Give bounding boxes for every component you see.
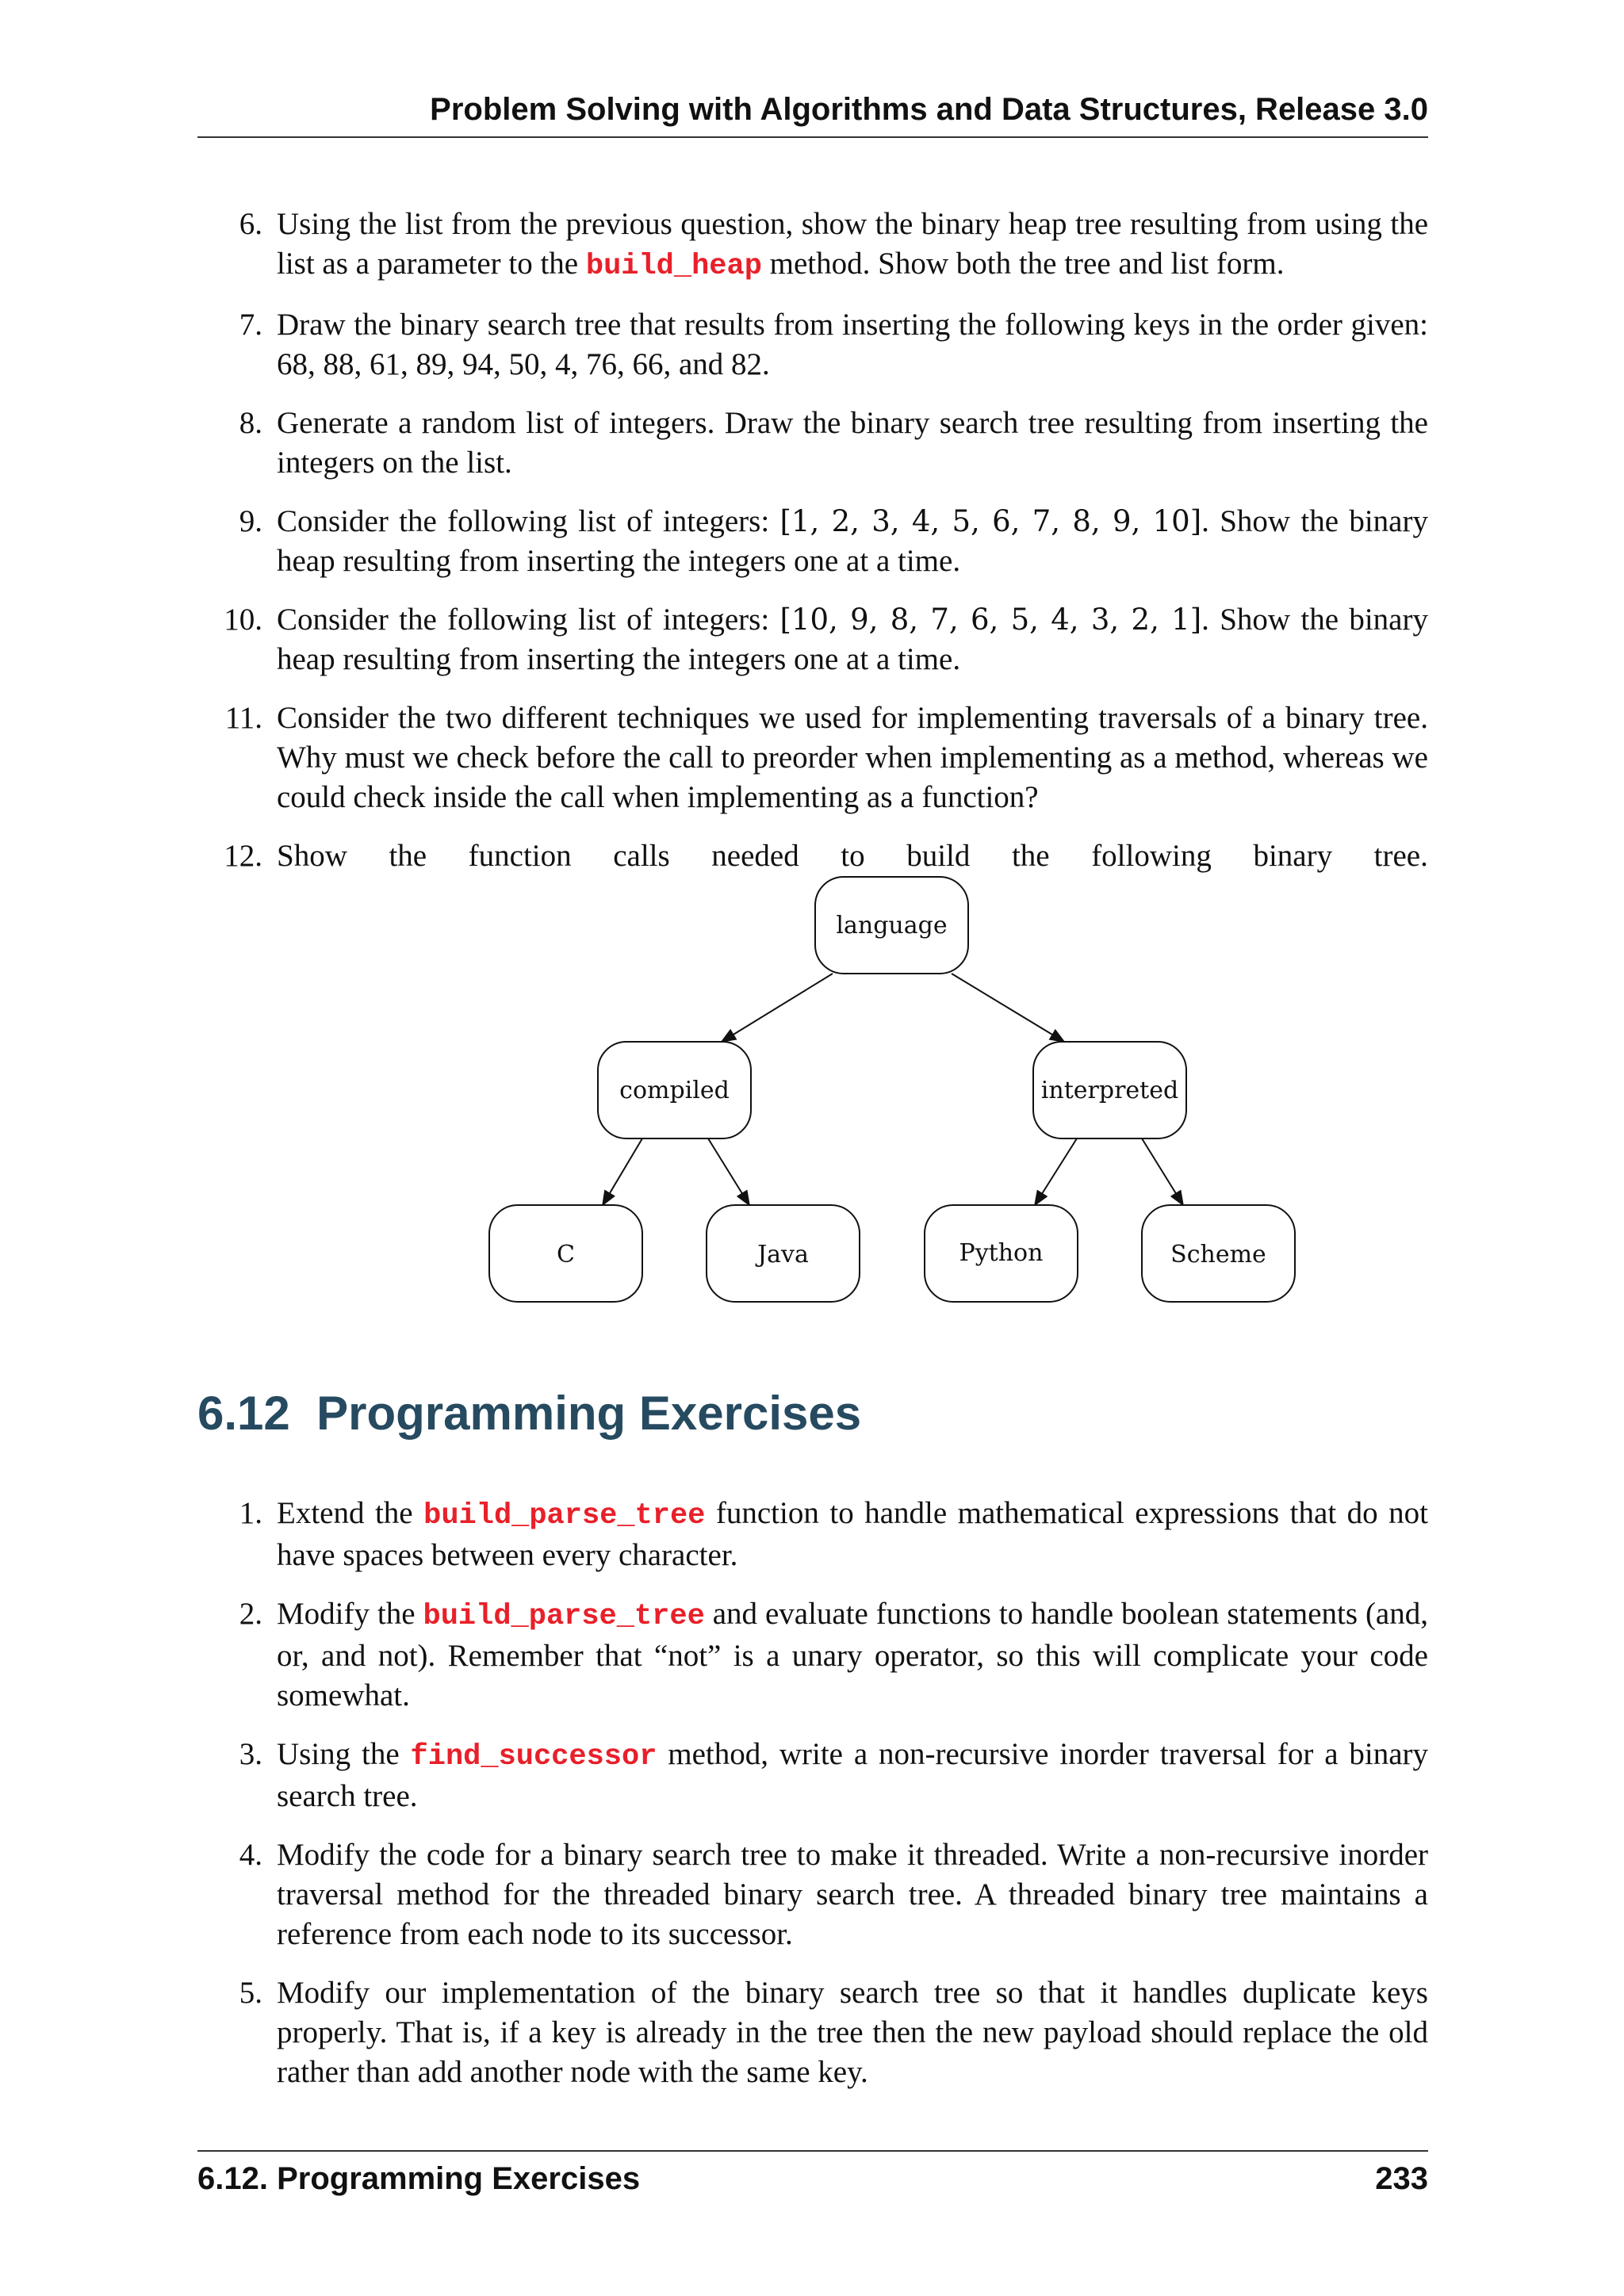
math-list: [10, 9, 8, 7, 6, 5, 4, 3, 2, 1] <box>779 603 1202 637</box>
tree-node-scheme <box>1142 1205 1295 1302</box>
code-build-parse-tree: build_parse_tree <box>423 1600 705 1633</box>
footer-rule <box>197 2150 1428 2152</box>
code-build-parse-tree: build_parse_tree <box>423 1499 706 1533</box>
list-item: 8. Generate a random list of integers. Draw the binary search tree resulting from inserting the integers on the list. <box>197 404 1428 483</box>
svg-text:language: language <box>836 912 948 939</box>
item-number: 3. <box>239 1737 262 1771</box>
item-number: 10. <box>224 603 262 637</box>
list-item: 3. Using the find_successor method, write a non-recursive inorder traversal for a binary search tree. <box>197 1735 1428 1816</box>
edge-compiled-c <box>603 1138 642 1205</box>
tree-node-c <box>489 1205 642 1302</box>
footer-section-label: 6.12. Programming Exercises <box>197 2161 641 2196</box>
section-number: 6.12 <box>197 1387 290 1440</box>
code-build-heap: build_heap <box>585 250 762 283</box>
list-item: 7. Draw the binary search tree that results from inserting the following keys in the order given: 68, 88, 61, 89, 94, 50, 4, 76, 66, and 82. <box>197 305 1428 385</box>
page-number: 233 <box>1375 2161 1428 2196</box>
tree-node-compiled <box>598 1042 751 1138</box>
item-number: 9. <box>239 504 262 538</box>
item-number: 4. <box>239 1838 262 1872</box>
tree-node-interpreted <box>1033 1042 1186 1138</box>
edge-language-compiled <box>722 974 833 1042</box>
edge-interpreted-python <box>1035 1138 1077 1205</box>
list-item: 2. Modify the build_parse_tree and evaluate functions to handle boolean statements (and, or, and not). Remember that “not” is a unary operator, so this will complicate your code somewhat. <box>197 1594 1428 1716</box>
svg-text:interpreted: interpreted <box>1040 1077 1179 1104</box>
running-header: Problem Solving with Algorithms and Data Structures, Release 3.0 <box>430 92 1428 127</box>
edge-interpreted-scheme <box>1142 1138 1183 1205</box>
item-number: 2. <box>239 1597 262 1631</box>
programming-exercises-list <box>197 1494 1428 2111</box>
edge-compiled-java <box>708 1138 749 1205</box>
list-item: 10. Consider the following list of integers: [10, 9, 8, 7, 6, 5, 4, 3, 2, 1]. Show the binary heap resulting from inserting the integers one at a time. <box>197 600 1428 679</box>
list-item: 6. Using the list from the previous question, show the binary heap tree resulting from using the list as a parameter to the build_heap method. Show both the tree and list form. <box>197 205 1428 286</box>
justified-line: Show the function calls needed to build the following binary tree. <box>277 839 1428 873</box>
list-item: 4. Modify the code for a binary search tree to make it threaded. Write a non-recursive inorder traversal method for the threaded binary search tree. A threaded binary tree maintains a reference from each node to its successor. <box>197 1835 1428 1954</box>
tree-node-java <box>707 1205 860 1302</box>
math-list: [1, 2, 3, 4, 5, 6, 7, 8, 9, 10] <box>779 504 1202 538</box>
item-number: 12. <box>224 839 262 873</box>
list-item: 5. Modify our implementation of the binary search tree so that it handles duplicate keys properly. That is, if a key is already in the tree then the new payload should replace the old rather than add another node with the same key. <box>197 1973 1428 2092</box>
svg-text:compiled: compiled <box>619 1077 730 1104</box>
item-number: 8. <box>239 406 262 440</box>
code-find-successor: find_successor <box>410 1740 657 1774</box>
item-number: 6. <box>239 207 262 241</box>
list-item: 9. Consider the following list of integers: [1, 2, 3, 4, 5, 6, 7, 8, 9, 10]. Show the binary heap resulting from inserting the integers one at a time. <box>197 502 1428 581</box>
tree-node-python <box>925 1205 1078 1302</box>
svg-text:Scheme: Scheme <box>1170 1241 1266 1269</box>
item-number: 7. <box>239 308 262 342</box>
item-number: 5. <box>239 1976 262 2010</box>
edge-language-interpreted <box>952 974 1064 1042</box>
svg-text:Python: Python <box>959 1239 1044 1267</box>
list-item: 1. Extend the build_parse_tree function to handle mathematical expressions that do not have spaces between every character. <box>197 1494 1428 1575</box>
item-number: 1. <box>239 1496 262 1530</box>
section-heading <box>197 1386 861 1441</box>
svg-text:Java: Java <box>757 1241 809 1269</box>
item-number: 11. <box>224 701 262 735</box>
svg-text:C: C <box>557 1241 575 1269</box>
list-item: 11. Consider the two different techniques we used for implementing traversals of a binary tree. Why must we check before the call to preorder when implementing as a method, whereas we could check inside the call when implementing as a function? <box>197 698 1428 817</box>
section-title: Programming Exercises <box>316 1387 862 1440</box>
tree-node-root <box>815 877 968 974</box>
